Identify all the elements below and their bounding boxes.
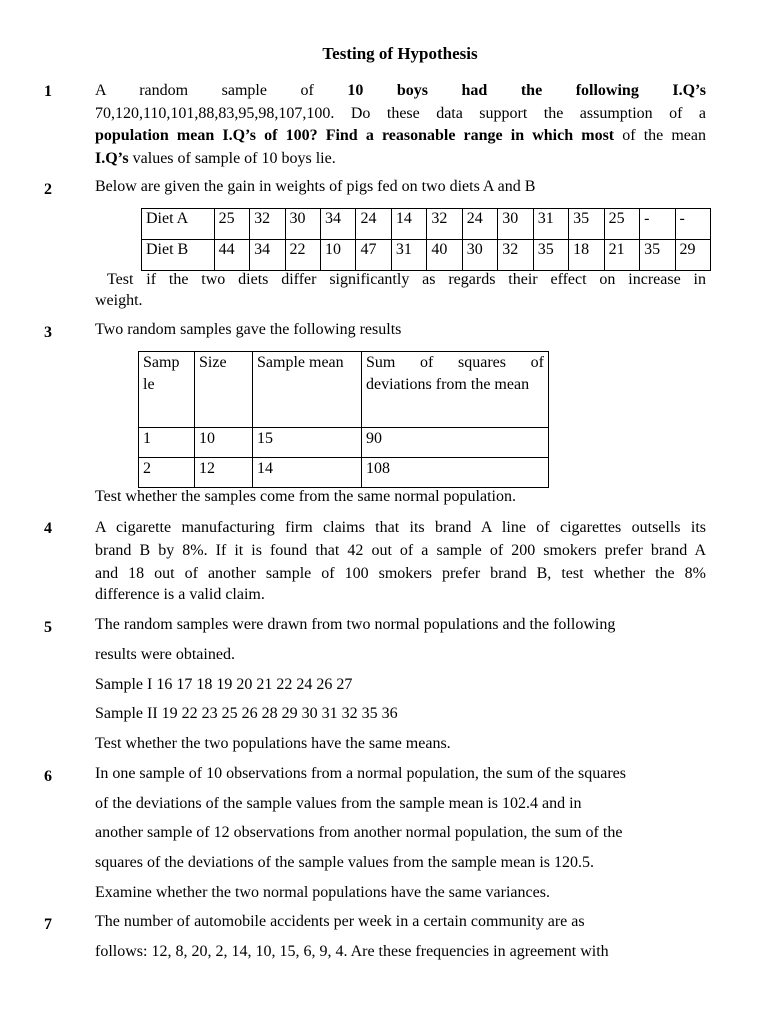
diet-value-cell: 18 xyxy=(569,240,604,271)
q1-text-b: of the mean xyxy=(614,127,706,144)
cell: 90 xyxy=(362,428,549,458)
question-5-line: The random samples were drawn from two normal populations and the following xyxy=(95,616,616,633)
question-number-5: 5 xyxy=(44,619,52,636)
header-sum-squares: Sum of squares of deviations from the mean xyxy=(362,352,549,428)
question-2-after-line-1: Test if the two diets differ significantly as regards their effect on increase in xyxy=(107,271,706,288)
question-5-line: results were obtained. xyxy=(95,646,235,663)
question-7-line: follows: 12, 8, 20, 2, 14, 10, 15, 6, 9, 4. Are these frequencies in agreement with xyxy=(95,943,609,960)
question-6-line: of the deviations of the sample values from the sample mean is 102.4 and in xyxy=(95,795,582,812)
cell: 10 xyxy=(195,428,253,458)
cell: 12 xyxy=(195,458,253,488)
diet-value-cell: 29 xyxy=(675,240,710,271)
question-6-line: In one sample of 10 observations from a normal population, the sum of the squares xyxy=(95,765,626,782)
diet-table xyxy=(141,208,711,271)
cell: 14 xyxy=(253,458,362,488)
diet-value-cell: 25 xyxy=(214,209,249,240)
question-number-3: 3 xyxy=(44,324,52,341)
diet-value-cell: - xyxy=(640,209,675,240)
diet-value-cell: 14 xyxy=(391,209,426,240)
question-2-after-line-2: weight. xyxy=(95,292,143,309)
diet-value-cell: 10 xyxy=(320,240,355,271)
diet-value-cell: 47 xyxy=(356,240,391,271)
cell: 108 xyxy=(362,458,549,488)
diet-value-cell: 40 xyxy=(427,240,462,271)
q1-text-a: A random sample of xyxy=(95,82,348,99)
question-1-line-2: 70,120,110,101,88,83,95,98,107,100. Do these data support the assumption of a xyxy=(95,105,706,122)
question-6-line: another sample of 12 observations from another normal population, the sum of the xyxy=(95,824,623,841)
q1-text-c: values of sample of 10 boys lie. xyxy=(128,150,336,167)
diet-value-cell: 30 xyxy=(462,240,497,271)
q1-text-bold-c: I.Q’s xyxy=(95,150,129,167)
diet-value-cell: 35 xyxy=(569,209,604,240)
header-size: Size xyxy=(195,352,253,428)
question-4-line: and 18 out of another sample of 100 smokers prefer brand B, test whether the 8% xyxy=(95,565,706,582)
question-number-2: 2 xyxy=(44,181,52,198)
diet-value-cell: 44 xyxy=(214,240,249,271)
samples-table xyxy=(138,351,549,488)
page-title: Testing of Hypothesis xyxy=(322,44,478,63)
diet-value-cell: 21 xyxy=(604,240,639,271)
samples-table-row xyxy=(139,458,549,488)
cell: 2 xyxy=(139,458,195,488)
question-6-line: squares of the deviations of the sample values from the sample mean is 120.5. xyxy=(95,854,594,871)
header-sample-mean: Sample mean xyxy=(253,352,362,428)
question-5-line: Test whether the two populations have the same means. xyxy=(95,735,451,752)
question-number-4: 4 xyxy=(44,520,52,537)
q1-text-bold-b: population mean I.Q’s of 100? Find a reasonable range in which most xyxy=(95,127,615,144)
row-label: Diet A xyxy=(142,209,215,240)
diet-value-cell: - xyxy=(675,209,710,240)
samples-table-row xyxy=(139,428,549,458)
diet-value-cell: 30 xyxy=(285,209,320,240)
question-1-line-3 xyxy=(95,125,706,148)
question-4-line: A cigarette manufacturing firm claims that its brand A line of cigarettes outsells its xyxy=(95,519,706,536)
diet-value-cell: 32 xyxy=(427,209,462,240)
question-4-line: brand B by 8%. If it is found that 42 out of a sample of 200 smokers prefer brand A xyxy=(95,542,706,559)
diet-value-cell: 35 xyxy=(640,240,675,271)
diet-b-row xyxy=(142,240,711,271)
q1-text-bold-a: 10 boys had the following I.Q’s xyxy=(347,82,706,99)
diet-value-cell: 31 xyxy=(533,209,568,240)
question-1-line-4 xyxy=(95,148,706,171)
diet-value-cell: 34 xyxy=(250,240,285,271)
diet-value-cell: 30 xyxy=(498,209,533,240)
question-number-1: 1 xyxy=(44,83,52,100)
question-4-line: difference is a valid claim. xyxy=(95,586,265,603)
diet-value-cell: 22 xyxy=(285,240,320,271)
question-2-intro: Below are given the gain in weights of pigs fed on two diets A and B xyxy=(95,178,536,195)
diet-value-cell: 25 xyxy=(604,209,639,240)
diet-a-row xyxy=(142,209,711,240)
diet-value-cell: 32 xyxy=(250,209,285,240)
cell: 1 xyxy=(139,428,195,458)
question-6-line: Examine whether the two normal populations have the same variances. xyxy=(95,884,550,901)
diet-value-cell: 31 xyxy=(391,240,426,271)
row-label: Diet B xyxy=(142,240,215,271)
diet-value-cell: 32 xyxy=(498,240,533,271)
samples-table-header-row xyxy=(139,352,549,428)
question-5-line: Sample I 16 17 18 19 20 21 22 24 26 27 xyxy=(95,676,353,693)
header-sample: Samp le xyxy=(139,352,195,428)
question-number-7: 7 xyxy=(44,916,52,933)
diet-value-cell: 24 xyxy=(356,209,391,240)
diet-value-cell: 35 xyxy=(533,240,568,271)
question-3-after: Test whether the samples come from the same normal population. xyxy=(95,488,516,505)
question-1-line-1 xyxy=(95,80,706,103)
diet-value-cell: 24 xyxy=(462,209,497,240)
question-number-6: 6 xyxy=(44,768,52,785)
question-7-line: The number of automobile accidents per week in a certain community are as xyxy=(95,913,585,930)
cell: 15 xyxy=(253,428,362,458)
question-5-line: Sample II 19 22 23 25 26 28 29 30 31 32 35 36 xyxy=(95,705,398,722)
question-3-intro: Two random samples gave the following results xyxy=(95,321,402,338)
diet-value-cell: 34 xyxy=(320,209,355,240)
